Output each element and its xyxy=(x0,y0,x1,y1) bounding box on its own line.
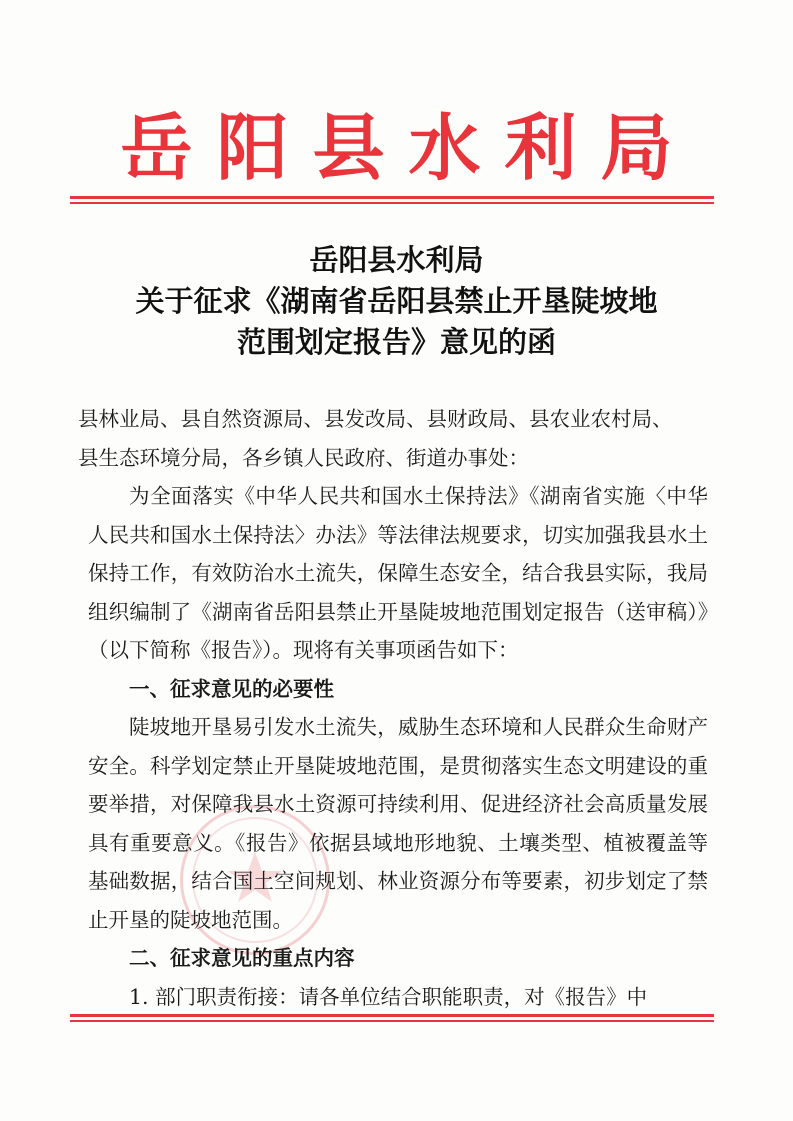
document-title-line-3: 范围划定报告》意见的函 xyxy=(236,325,556,359)
letterhead-org-name: 岳阳县水利局 xyxy=(120,105,697,190)
document-title-line-1: 岳阳县水利局 xyxy=(309,243,484,277)
document-body xyxy=(78,400,708,1016)
intro-paragraph: 为全面落实《中华人民共和国水土保持法》《湖南省实施〈中华人民共和国水土保持法〉办法》等法律法规要求，切实加强我县水土保持工作，有效防治水土流失，保障生态安全，结合我县实际，我局组织编制了《湖南省岳阳县禁止开垦陡坡地范围划定报告（送审稿）》（以下简称《报告》）。现将有关事项函告如下： xyxy=(88,484,708,662)
recipients-line-2: 县生态环境分局，各乡镇人民政府、街道办事处： xyxy=(78,445,529,470)
footer-rule-bottom xyxy=(70,1020,714,1022)
section-2-item-1: 1. 部门职责衔接：请各单位结合职能职责，对《报告》中 xyxy=(129,984,648,1009)
letterhead-rule-top xyxy=(70,196,714,199)
recipients-line-1: 县林业局、县自然资源局、县发改局、县财政局、县农业农村局、 xyxy=(78,407,673,431)
footer-rule-top xyxy=(70,1014,714,1017)
letterhead-rule-bottom xyxy=(70,202,714,204)
section-1-heading: 一、征求意见的必要性 xyxy=(129,676,334,701)
document-title-line-2: 关于征求《湖南省岳阳县禁止开垦陡坡地 xyxy=(135,284,658,318)
section-1-paragraph: 陡坡地开垦易引发水土流失，威胁生态环境和人民群众生命财产安全。科学划定禁止开垦陡坡地范围，是贯彻落实生态文明建设的重要举措，对保障我县水土资源可持续利用、促进经济社会高质量发展具有重要意义。《报告》依据县域地形地貌、土壤类型、植被覆盖等基础数据，结合国土空间规划、林业资源分布等要素，初步划定了禁止开垦的陡坡地范围。 xyxy=(88,715,708,932)
section-2-heading: 二、征求意见的重点内容 xyxy=(129,946,355,970)
